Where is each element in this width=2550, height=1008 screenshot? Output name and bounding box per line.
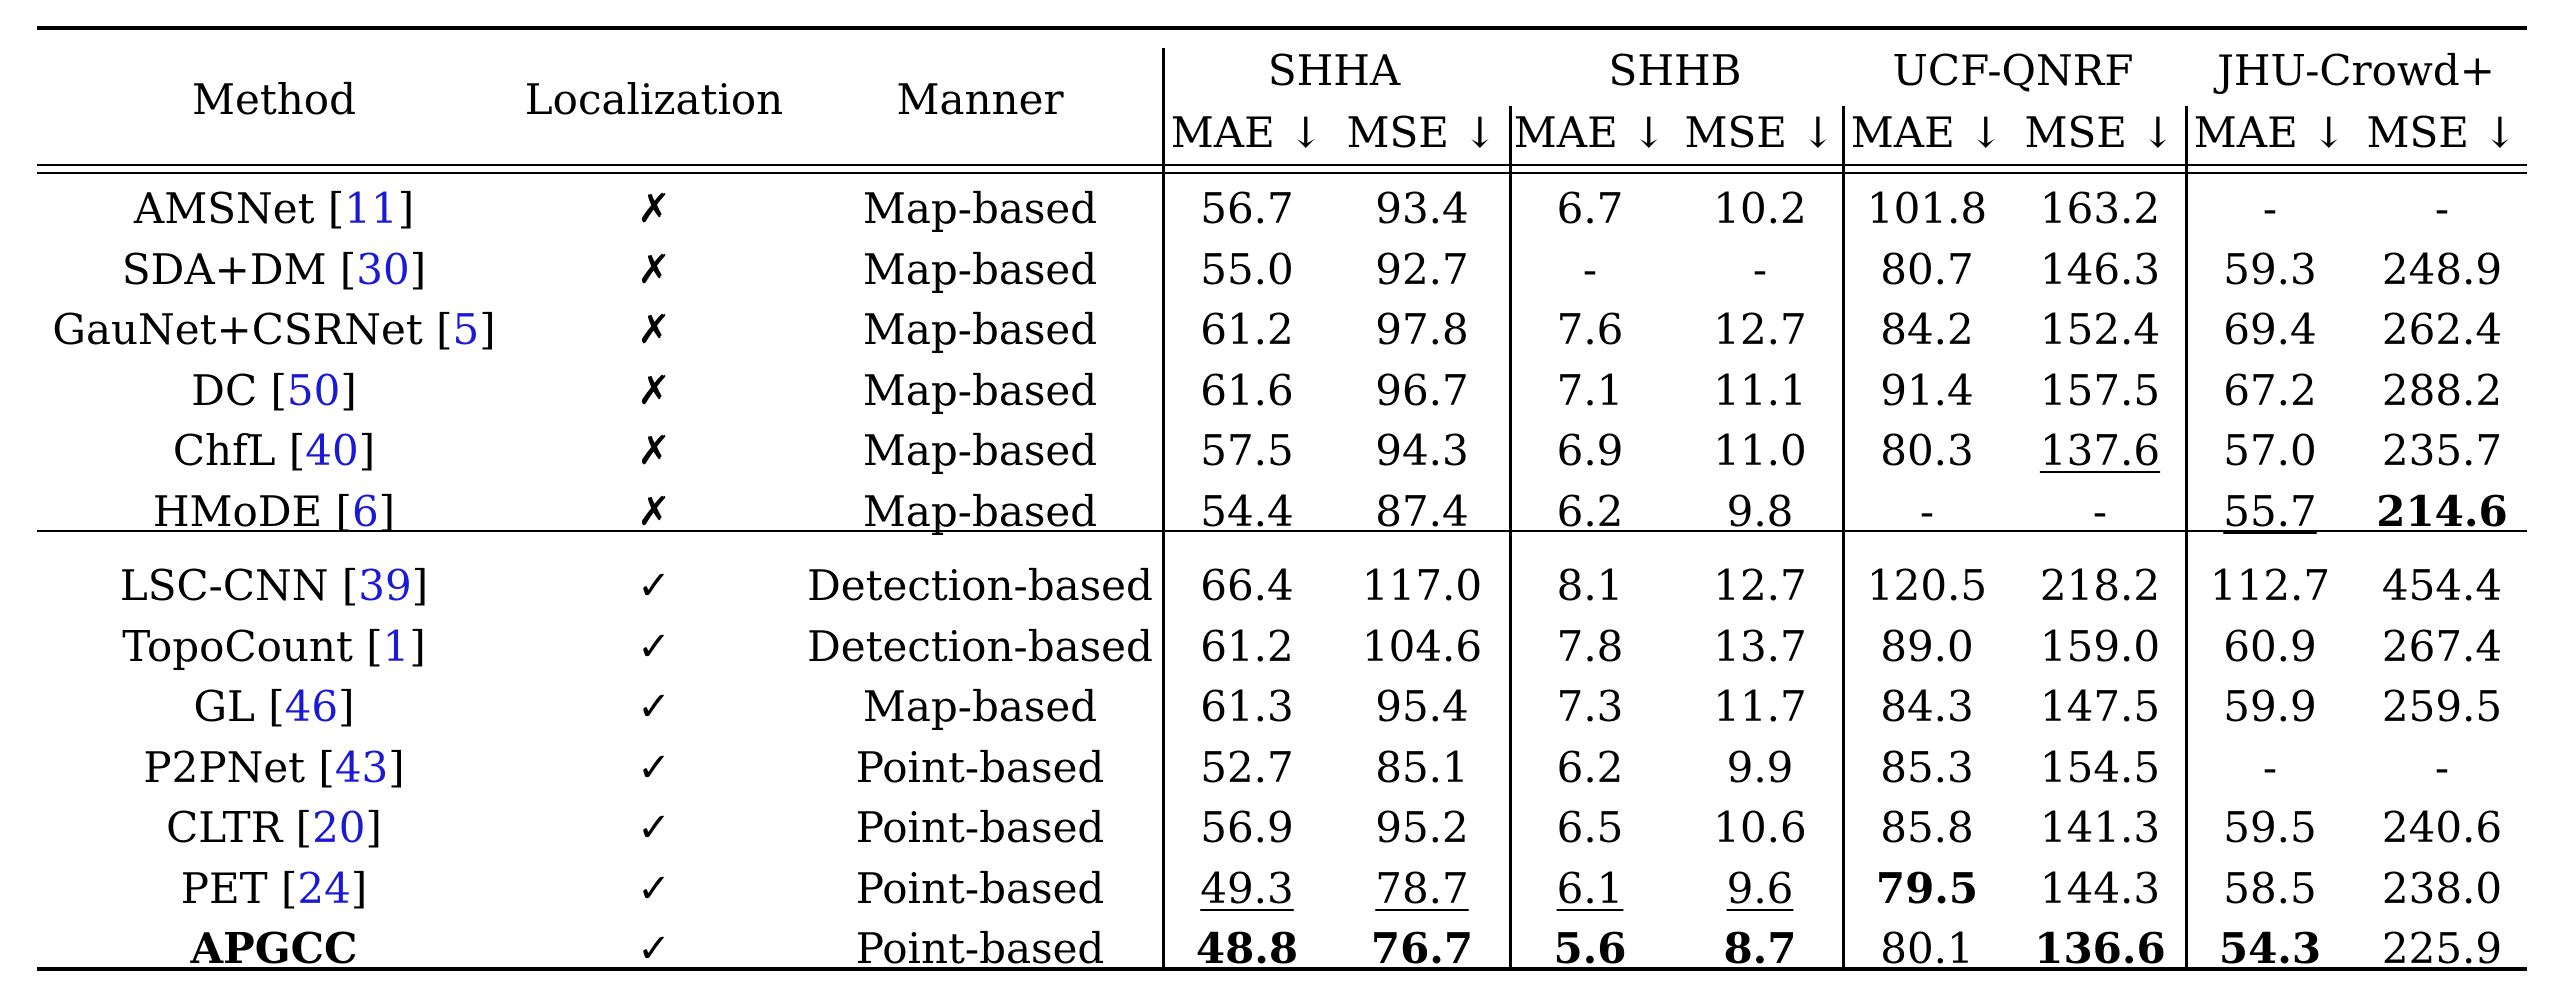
ref-bracket-close: ] bbox=[479, 305, 496, 354]
ref-bracket-open: [ bbox=[352, 621, 383, 671]
citation-link[interactable]: 50 bbox=[286, 365, 341, 415]
metric-value-cell: 248.9 bbox=[2381, 244, 2503, 294]
metric-value-cell: 67.2 bbox=[2223, 365, 2317, 415]
header-metric: MSE ↓ bbox=[2024, 108, 2176, 157]
citation-link[interactable]: 24 bbox=[297, 863, 351, 913]
metric-value-cell: 54.4 bbox=[1200, 486, 1294, 536]
ref-bracket-close: ] bbox=[409, 621, 426, 671]
ref-bracket-open: [ bbox=[328, 561, 359, 610]
manner-cell: Map-based bbox=[862, 486, 1098, 536]
metric-value-cell: 57.0 bbox=[2223, 426, 2317, 475]
metric-value-cell: 163.2 bbox=[2039, 184, 2161, 233]
metric-value-cell: 7.6 bbox=[1556, 305, 1624, 354]
method-name-cell bbox=[122, 618, 426, 676]
citation-link[interactable]: 1 bbox=[382, 621, 410, 671]
metric-value-cell: 267.4 bbox=[2381, 621, 2503, 671]
citation-link[interactable]: 6 bbox=[351, 486, 379, 536]
metric-value-cell: - bbox=[2434, 742, 2450, 792]
metric-value-cell: 9.6 bbox=[1726, 863, 1794, 913]
citation-link[interactable]: 5 bbox=[452, 305, 480, 354]
metric-value-cell: 13.7 bbox=[1713, 621, 1807, 671]
metric-value-cell: 6.5 bbox=[1556, 803, 1624, 852]
metric-value-cell: 7.1 bbox=[1556, 365, 1624, 415]
metric-value-cell: 8.1 bbox=[1556, 561, 1624, 610]
metric-value-cell: 9.9 bbox=[1726, 742, 1794, 792]
method-name-cell bbox=[191, 920, 358, 978]
metric-value-cell: 92.7 bbox=[1375, 244, 1469, 294]
metric-value-cell: 57.5 bbox=[1200, 426, 1294, 475]
cross-mark-icon: ✗ bbox=[637, 367, 671, 414]
metric-value-cell: 59.9 bbox=[2223, 682, 2317, 731]
metric-value-cell: - bbox=[1919, 486, 1935, 536]
method-name-cell bbox=[143, 739, 404, 797]
metric-value-cell: 101.8 bbox=[1866, 184, 1988, 233]
metric-value-cell: 80.1 bbox=[1880, 924, 1974, 973]
metric-value-cell: 55.0 bbox=[1200, 244, 1294, 294]
citation-link[interactable]: 20 bbox=[312, 803, 366, 852]
metric-value-cell: 137.6 bbox=[2039, 426, 2161, 475]
method-name: ChfL bbox=[172, 426, 276, 475]
metric-value-cell: 61.2 bbox=[1200, 305, 1294, 354]
manner-cell: Point-based bbox=[855, 803, 1105, 852]
metric-value-cell: 288.2 bbox=[2381, 365, 2503, 415]
metric-value-cell: 157.5 bbox=[2039, 365, 2161, 415]
cross-mark-icon: ✗ bbox=[637, 246, 671, 293]
metric-value-cell: 79.5 bbox=[1875, 863, 1979, 913]
metric-value-cell: 117.0 bbox=[1361, 561, 1483, 610]
metric-value-cell: 159.0 bbox=[2039, 621, 2161, 671]
metric-value-cell: 61.2 bbox=[1200, 621, 1294, 671]
header-metric: MSE ↓ bbox=[1684, 108, 1836, 157]
metric-value-cell: 58.5 bbox=[2223, 863, 2317, 913]
metric-value-cell: 12.7 bbox=[1713, 561, 1807, 610]
metric-value-cell: - bbox=[2092, 486, 2108, 536]
manner-cell: Map-based bbox=[862, 184, 1098, 233]
ref-bracket-close: ] bbox=[340, 365, 357, 415]
header-metric: MAE ↓ bbox=[1850, 108, 2004, 157]
citation-link[interactable]: 43 bbox=[334, 742, 389, 792]
metric-value-cell: 56.9 bbox=[1200, 803, 1294, 852]
header-dataset-shha: SHHA bbox=[1267, 46, 1401, 95]
method-name: AMSNet bbox=[133, 184, 315, 233]
metric-value-cell: 141.3 bbox=[2039, 803, 2161, 852]
manner-cell: Point-based bbox=[855, 742, 1105, 792]
check-mark-icon: ✓ bbox=[637, 684, 671, 730]
column-separator-shhb bbox=[1509, 106, 1512, 967]
ref-bracket-close: ] bbox=[388, 742, 405, 792]
metric-value-cell: 120.5 bbox=[1866, 561, 1988, 610]
method-name: DC bbox=[191, 365, 258, 415]
metric-value-cell: 80.7 bbox=[1880, 244, 1974, 294]
header-method: Method bbox=[192, 75, 356, 124]
header-double-rule-1 bbox=[37, 164, 2527, 166]
metric-value-cell: 7.8 bbox=[1556, 621, 1624, 671]
column-separator-ucf bbox=[1842, 106, 1845, 967]
manner-cell: Point-based bbox=[855, 863, 1105, 913]
metric-value-cell: 97.8 bbox=[1375, 305, 1469, 354]
ref-bracket-open: [ bbox=[326, 244, 357, 294]
ref-bracket-open: [ bbox=[267, 863, 298, 913]
method-name-cell bbox=[153, 483, 395, 541]
metric-value-cell: 61.6 bbox=[1200, 365, 1294, 415]
header-metric: MAE ↓ bbox=[1513, 108, 1667, 157]
metric-value-cell: 6.1 bbox=[1556, 863, 1624, 913]
metric-value-cell: 48.8 bbox=[1195, 924, 1299, 973]
ref-bracket-close: ] bbox=[378, 486, 396, 536]
method-name-cell bbox=[134, 180, 414, 238]
metric-value-cell: 60.9 bbox=[2223, 621, 2317, 671]
metric-value-cell: - bbox=[2434, 184, 2450, 233]
manner-cell: Map-based bbox=[862, 305, 1098, 354]
metric-value-cell: 54.3 bbox=[2218, 924, 2322, 973]
metric-value-cell: 11.0 bbox=[1713, 426, 1807, 475]
metric-value-cell: 89.0 bbox=[1880, 621, 1974, 671]
cross-mark-icon: ✗ bbox=[637, 186, 671, 232]
metric-value-cell: 238.0 bbox=[2381, 863, 2503, 913]
metric-value-cell: 144.3 bbox=[2039, 863, 2161, 913]
metric-value-cell: 6.2 bbox=[1556, 486, 1624, 536]
metric-value-cell: 94.3 bbox=[1375, 426, 1469, 475]
cross-mark-icon: ✗ bbox=[637, 428, 671, 474]
manner-cell: Detection-based bbox=[807, 621, 1153, 671]
cross-mark-icon: ✗ bbox=[637, 307, 671, 353]
header-dataset-shhb: SHHB bbox=[1608, 46, 1742, 95]
header-manner: Manner bbox=[896, 75, 1064, 124]
metric-value-cell: 69.4 bbox=[2223, 305, 2317, 354]
method-name: LSC-CNN bbox=[119, 561, 329, 610]
metric-value-cell: 95.4 bbox=[1375, 682, 1469, 731]
method-name-cell bbox=[181, 860, 368, 918]
metric-value-cell: 10.2 bbox=[1713, 184, 1807, 233]
ref-bracket-close: ] bbox=[350, 863, 368, 913]
metric-value-cell: 96.7 bbox=[1375, 365, 1469, 415]
metric-value-cell: 85.8 bbox=[1880, 803, 1974, 852]
header-dataset-ucf-qnrf: UCF-QNRF bbox=[1892, 46, 2134, 95]
metric-value-cell: 11.1 bbox=[1713, 365, 1807, 415]
metric-value-cell: - bbox=[2262, 742, 2278, 792]
metric-value-cell: 104.6 bbox=[1361, 621, 1483, 671]
metric-value-cell: 7.3 bbox=[1556, 682, 1624, 731]
method-name: APGCC bbox=[190, 924, 358, 973]
metric-value-cell: - bbox=[2262, 184, 2278, 233]
citation-link[interactable]: 30 bbox=[356, 244, 410, 294]
method-name: CLTR bbox=[166, 803, 283, 852]
check-mark-icon: ✓ bbox=[637, 623, 671, 670]
metric-value-cell: 147.5 bbox=[2039, 682, 2161, 731]
metric-value-cell: - bbox=[1752, 244, 1768, 294]
metric-value-cell: 78.7 bbox=[1375, 863, 1469, 913]
metric-value-cell: 59.3 bbox=[2223, 244, 2317, 294]
citation-link[interactable]: 46 bbox=[284, 682, 339, 731]
metric-value-cell: 136.6 bbox=[2034, 924, 2166, 973]
method-name-cell bbox=[193, 678, 354, 736]
method-name-cell bbox=[173, 422, 375, 480]
metric-value-cell: 454.4 bbox=[2381, 561, 2503, 610]
metric-value-cell: 11.7 bbox=[1713, 682, 1807, 731]
metric-value-cell: 259.5 bbox=[2381, 682, 2503, 731]
metric-value-cell: 49.3 bbox=[1200, 863, 1294, 913]
column-separator-shha bbox=[1162, 48, 1165, 967]
metric-value-cell: 61.3 bbox=[1200, 682, 1294, 731]
manner-cell: Map-based bbox=[862, 365, 1098, 415]
manner-cell: Map-based bbox=[862, 682, 1098, 731]
method-name: SDA+DM bbox=[121, 244, 327, 294]
manner-cell: Map-based bbox=[862, 244, 1098, 294]
metric-value-cell: 240.6 bbox=[2381, 803, 2503, 852]
citation-link[interactable]: 40 bbox=[305, 426, 359, 475]
header-metric: MAE ↓ bbox=[1170, 108, 1324, 157]
method-name: HMoDE bbox=[152, 486, 323, 536]
method-name: GauNet+CSRNet bbox=[52, 305, 423, 354]
metric-value-cell: 52.7 bbox=[1200, 742, 1294, 792]
header-double-rule-2 bbox=[37, 172, 2527, 174]
metric-value-cell: 8.7 bbox=[1723, 924, 1797, 973]
metric-value-cell: 235.7 bbox=[2381, 426, 2503, 475]
metric-value-cell: 10.6 bbox=[1713, 803, 1807, 852]
metric-value-cell: 262.4 bbox=[2381, 305, 2503, 354]
metric-value-cell: 87.4 bbox=[1375, 486, 1469, 536]
method-name-cell bbox=[52, 301, 495, 359]
metric-value-cell: 91.4 bbox=[1880, 365, 1974, 415]
metric-value-cell: 6.9 bbox=[1556, 426, 1624, 475]
ref-bracket-close: ] bbox=[411, 561, 429, 610]
method-name-cell bbox=[191, 362, 356, 420]
metric-value-cell: 55.7 bbox=[2223, 486, 2317, 536]
method-name-cell bbox=[122, 241, 426, 299]
method-name-cell bbox=[166, 799, 382, 857]
header-metric: MSE ↓ bbox=[2366, 108, 2518, 157]
metric-value-cell: 93.4 bbox=[1375, 184, 1469, 233]
metric-value-cell: 6.7 bbox=[1556, 184, 1624, 233]
cross-mark-icon: ✗ bbox=[637, 488, 671, 535]
metric-value-cell: 85.3 bbox=[1880, 742, 1974, 792]
metric-value-cell: 84.2 bbox=[1880, 305, 1974, 354]
metric-value-cell: 6.2 bbox=[1556, 742, 1624, 792]
metric-value-cell: 95.2 bbox=[1375, 803, 1469, 852]
ref-bracket-open: [ bbox=[314, 184, 345, 233]
ref-bracket-open: [ bbox=[305, 742, 335, 792]
metric-value-cell: 154.5 bbox=[2039, 742, 2161, 792]
metric-value-cell: 85.1 bbox=[1375, 742, 1469, 792]
metric-value-cell: 76.7 bbox=[1370, 924, 1474, 973]
method-name: GL bbox=[193, 682, 255, 731]
metric-value-cell: 214.6 bbox=[2376, 486, 2508, 536]
metric-value-cell: 80.3 bbox=[1880, 426, 1974, 475]
ref-bracket-open: [ bbox=[322, 486, 352, 536]
column-separator-jhu bbox=[2185, 106, 2188, 967]
citation-link[interactable]: 11 bbox=[344, 184, 398, 233]
ref-bracket-open: [ bbox=[282, 803, 313, 852]
metric-value-cell: 152.4 bbox=[2039, 305, 2161, 354]
metric-value-cell: 59.5 bbox=[2223, 803, 2317, 852]
header-metric: MSE ↓ bbox=[1346, 108, 1498, 157]
metric-value-cell: 5.6 bbox=[1553, 924, 1627, 973]
metric-value-cell: 112.7 bbox=[2209, 561, 2331, 610]
check-mark-icon: ✓ bbox=[637, 744, 671, 791]
ref-bracket-close: ] bbox=[409, 244, 427, 294]
metric-value-cell: 84.3 bbox=[1880, 682, 1974, 731]
ref-bracket-open: [ bbox=[257, 365, 287, 415]
check-mark-icon: ✓ bbox=[637, 563, 671, 609]
check-mark-icon: ✓ bbox=[637, 805, 671, 851]
manner-cell: Point-based bbox=[855, 924, 1105, 973]
method-name: P2PNet bbox=[143, 742, 306, 792]
method-name-cell bbox=[120, 557, 428, 615]
top-rule bbox=[37, 26, 2527, 30]
metric-value-cell: 218.2 bbox=[2039, 561, 2161, 610]
check-mark-icon: ✓ bbox=[637, 865, 671, 912]
metric-value-cell: 66.4 bbox=[1200, 561, 1294, 610]
metric-value-cell: - bbox=[1582, 244, 1598, 294]
metric-value-cell: 9.8 bbox=[1726, 486, 1794, 536]
ref-bracket-open: [ bbox=[254, 682, 285, 731]
header-localization: Localization bbox=[524, 75, 784, 124]
ref-bracket-open: [ bbox=[275, 426, 306, 475]
method-name: TopoCount bbox=[122, 621, 353, 671]
manner-cell: Map-based bbox=[862, 426, 1098, 475]
header-metric: MAE ↓ bbox=[2193, 108, 2347, 157]
metric-value-cell: 225.9 bbox=[2381, 924, 2503, 973]
citation-link[interactable]: 39 bbox=[358, 561, 412, 610]
method-name: PET bbox=[180, 863, 268, 913]
ref-bracket-open: [ bbox=[422, 305, 453, 354]
ref-bracket-close: ] bbox=[358, 426, 376, 475]
manner-cell: Detection-based bbox=[807, 561, 1153, 610]
metric-value-cell: 12.7 bbox=[1713, 305, 1807, 354]
ref-bracket-close: ] bbox=[338, 682, 355, 731]
ref-bracket-close: ] bbox=[397, 184, 415, 233]
metric-value-cell: 146.3 bbox=[2039, 244, 2161, 294]
ref-bracket-close: ] bbox=[365, 803, 382, 852]
check-mark-icon: ✓ bbox=[637, 926, 671, 972]
header-dataset-jhu-crowd: JHU-Crowd+ bbox=[2217, 46, 2495, 95]
metric-value-cell: 56.7 bbox=[1200, 184, 1294, 233]
